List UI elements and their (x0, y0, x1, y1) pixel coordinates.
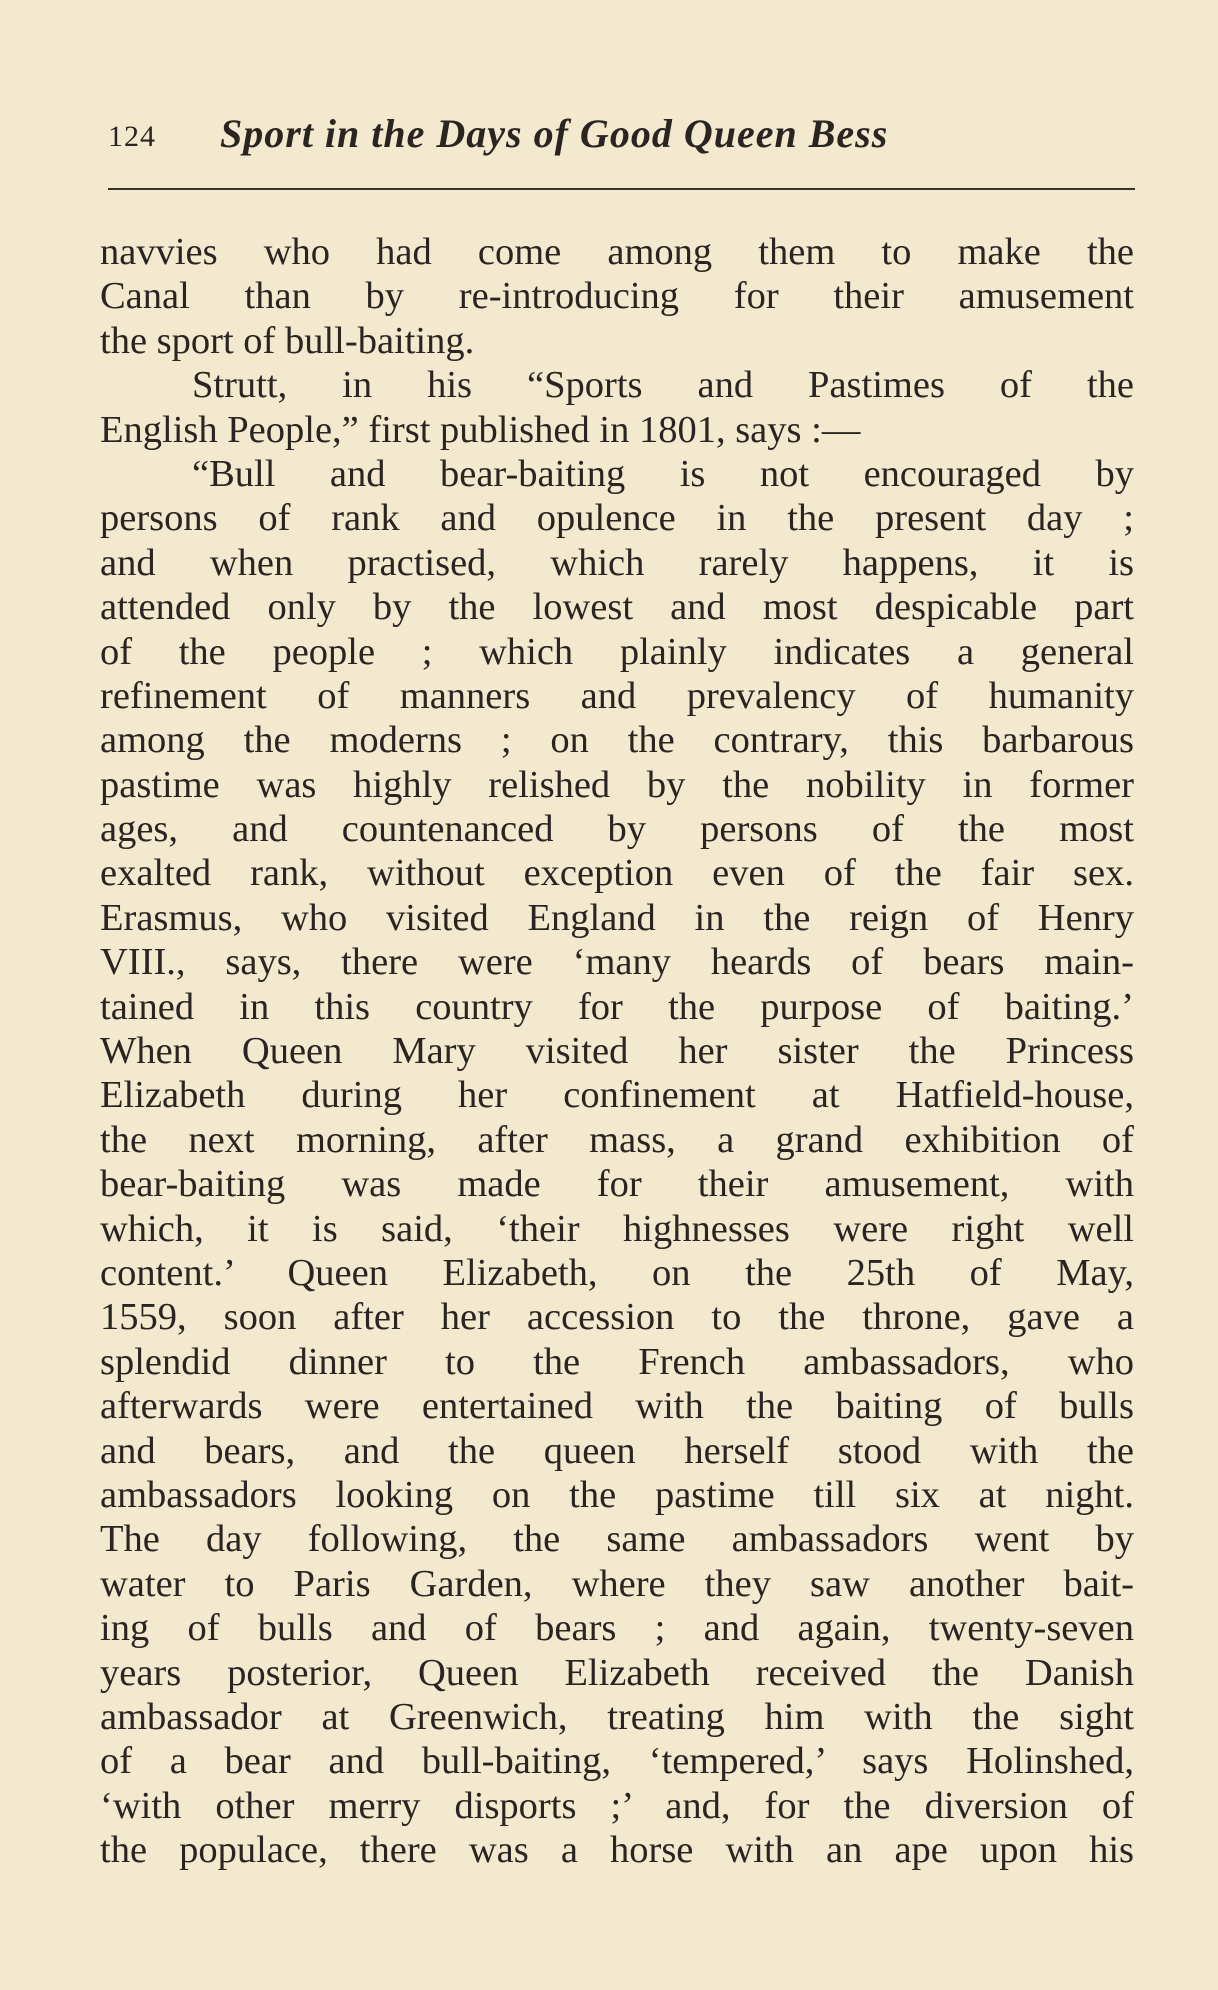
text-line: the next morning, after mass, a grand exhibition of (100, 1118, 1134, 1161)
text-line: water to Paris Garden, where they saw another bait- (100, 1562, 1134, 1605)
text-line: pastime was highly relished by the nobility in former (100, 763, 1134, 806)
text-line: VIII., says, there were ‘many heards of bears main- (100, 941, 1134, 984)
text-line: The day following, the same ambassadors went by (100, 1518, 1134, 1561)
text-line: exalted rank, without exception even of the fair sex. (100, 852, 1134, 895)
text-line: Elizabeth during her confinement at Hatfield-house, (100, 1074, 1134, 1117)
text-line: ambassadors looking on the pastime till six at night. (100, 1473, 1134, 1516)
page-number: 124 (108, 120, 156, 153)
text-line: When Queen Mary visited her sister the Princess (100, 1030, 1134, 1073)
text-line: Strutt, in his “Sports and Pastimes of the (192, 364, 1134, 407)
header-rule (108, 188, 1135, 190)
text-line: persons of rank and opulence in the present day ; (100, 497, 1134, 540)
running-title: Sport in the Days of Good Queen Bess (220, 111, 889, 156)
text-line: ambassador at Greenwich, treating him with the sight (100, 1695, 1134, 1738)
running-head (108, 110, 1136, 164)
text-line: of a bear and bull-baiting, ‘tempered,’ says Holinshed, (100, 1740, 1134, 1783)
body-text (100, 230, 1134, 1872)
text-line: Erasmus, who visited England in the reign of Henry (100, 896, 1134, 939)
text-line: content.’ Queen Elizabeth, on the 25th of May, (100, 1251, 1134, 1294)
text-line: and bears, and the queen herself stood with the (100, 1429, 1134, 1472)
text-line: bear-baiting was made for their amusement, with (100, 1163, 1134, 1206)
text-line: years posterior, Queen Elizabeth received the Danish (100, 1651, 1134, 1694)
text-line: and when practised, which rarely happens, it is (100, 541, 1134, 584)
text-line: attended only by the lowest and most despicable part (100, 586, 1134, 629)
text-line: refinement of manners and prevalency of humanity (100, 674, 1134, 717)
text-line: “Bull and bear-baiting is not encouraged by (192, 452, 1134, 495)
text-line: afterwards were entertained with the baiting of bulls (100, 1385, 1134, 1428)
text-line: the sport of bull-baiting. (100, 319, 475, 362)
text-line: of the people ; which plainly indicates a general (100, 630, 1134, 673)
text-line: ing of bulls and of bears ; and again, twenty-seven (100, 1607, 1134, 1650)
text-line: splendid dinner to the French ambassadors, who (100, 1340, 1134, 1383)
text-line: Canal than by re-introducing for their amusement (100, 275, 1134, 318)
text-line: navvies who had come among them to make the (100, 231, 1134, 273)
text-line: ‘with other merry disports ;’ and, for the diversion of (100, 1784, 1134, 1827)
text-line: tained in this country for the purpose of baiting.’ (100, 985, 1134, 1028)
text-line: the populace, there was a horse with an ape upon his (100, 1829, 1134, 1872)
text-line: which, it is said, ‘their highnesses were right well (100, 1207, 1134, 1250)
text-line: 1559, soon after her accession to the throne, gave a (100, 1296, 1134, 1339)
text-line: English People,” first published in 1801, says :— (100, 408, 861, 451)
text-line: among the moderns ; on the contrary, this barbarous (100, 719, 1134, 762)
text-line: ages, and countenanced by persons of the most (100, 808, 1134, 851)
